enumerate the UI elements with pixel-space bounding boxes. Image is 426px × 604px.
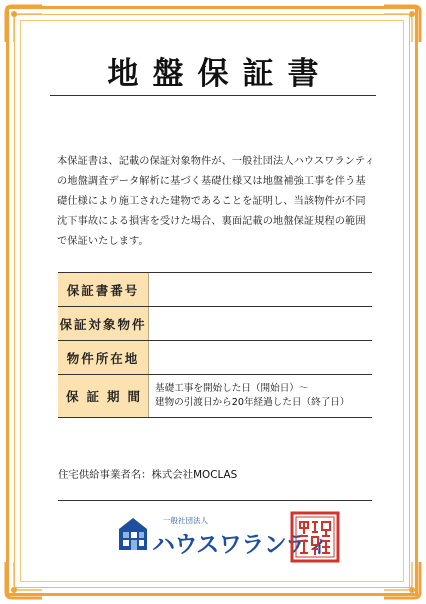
guarantee-details-table xyxy=(58,272,372,418)
official-seal-stamp xyxy=(290,511,340,563)
certificate-statement: 本保証書は、記載の保証対象物件が、一般社団法人ハウスワランティの地盤調査データ解析に基づく基礎仕様又は地盤補強工事を伴う基礎仕様により施工された建物であることを証明し、当該物件が不同沈下事故による損害を受けた場合、裏面記載の地盤保証規程の範囲で保証いたします。 xyxy=(57,156,375,247)
guarantee-period-start: 基礎工事を開始した日（開始日）～ xyxy=(155,383,309,394)
table-row xyxy=(58,375,372,418)
guarantee-period-end: 建物の引渡日から20年経過した日（終了日） xyxy=(155,397,350,408)
table-row xyxy=(58,307,372,341)
table-row xyxy=(58,341,372,375)
table-row xyxy=(58,273,372,307)
property-location-label: 物件所在地 xyxy=(58,341,149,374)
logo-organization-type: 一般社団法人 xyxy=(163,516,208,525)
document-title: 地盤保証書 xyxy=(107,56,333,92)
supplier-name: 住宅供給事業者名：株式会社MOCLAS xyxy=(58,469,238,481)
supplier-underline xyxy=(58,500,372,501)
target-property-value xyxy=(149,307,372,340)
corner-ornament xyxy=(4,4,44,44)
house-warranty-logo-icon xyxy=(118,517,148,551)
property-location-value xyxy=(149,341,372,374)
guarantee-number-value xyxy=(149,273,372,306)
title-underline xyxy=(50,95,376,96)
logo-organization-name: ハウスワランティ xyxy=(152,532,330,558)
corner-ornament xyxy=(382,4,422,44)
guarantee-period-label: 保証期間 xyxy=(58,375,149,417)
corner-ornament xyxy=(4,560,44,600)
guarantee-period-value xyxy=(149,375,372,417)
guarantee-number-label: 保証書番号 xyxy=(58,273,149,306)
corner-ornament xyxy=(382,560,422,600)
target-property-label: 保証対象物件 xyxy=(58,307,149,340)
